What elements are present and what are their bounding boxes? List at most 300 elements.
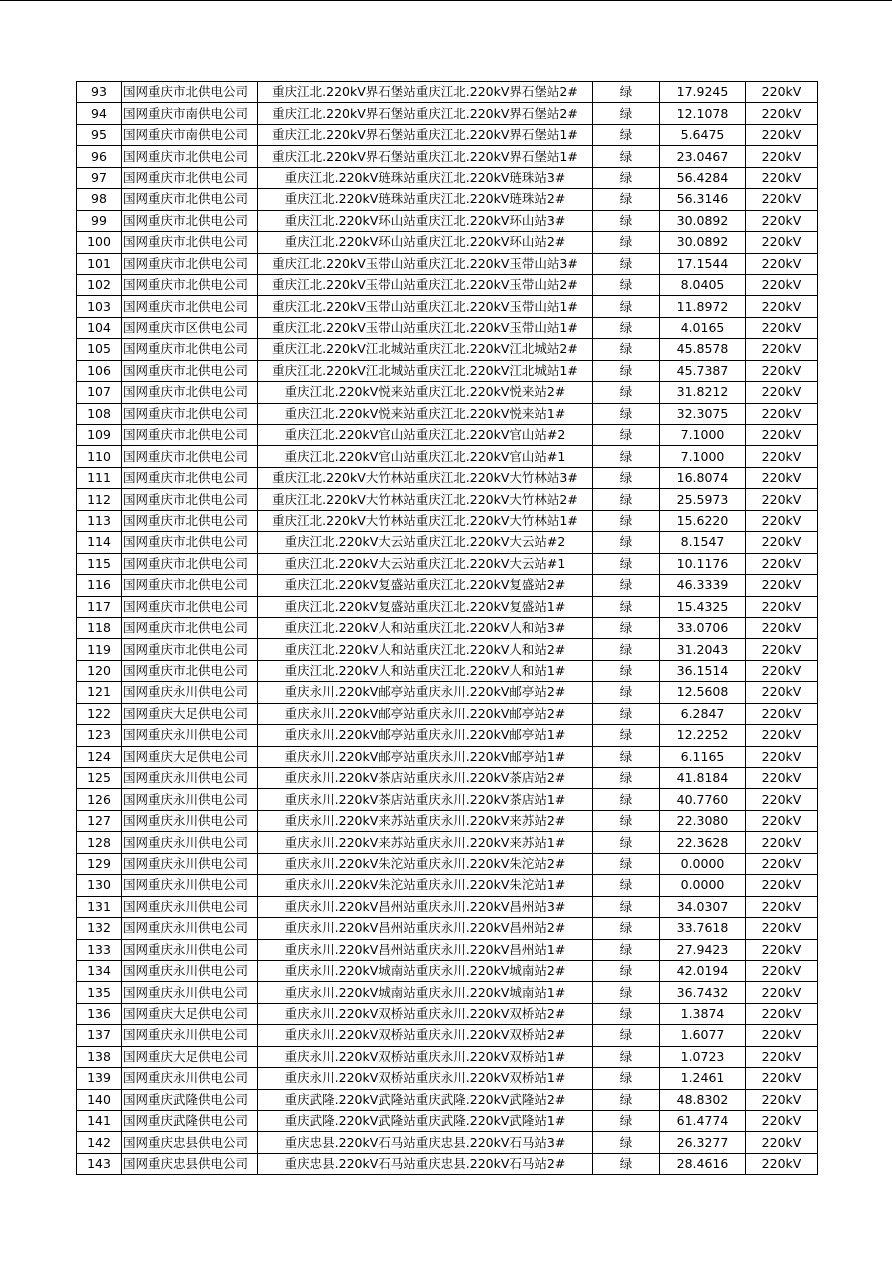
voltage-cell: 220kV: [746, 1003, 818, 1024]
voltage-cell: 220kV: [746, 896, 818, 917]
row-number: 98: [77, 189, 122, 210]
station-name-cell: 重庆永川.220kV茶店站重庆永川.220kV茶店站1#: [258, 789, 593, 810]
station-name-cell: 重庆江北.220kV江北城站重庆江北.220kV江北城站2#: [258, 339, 593, 360]
table-row: [77, 317, 818, 338]
row-number: 143: [77, 1153, 122, 1174]
status-color-cell: 绿: [593, 1068, 660, 1089]
table-row: [77, 467, 818, 488]
company-cell: 国网重庆武隆供电公司: [122, 1089, 258, 1110]
row-number: 113: [77, 510, 122, 531]
row-number: 126: [77, 789, 122, 810]
value-cell: 8.0405: [660, 274, 746, 295]
station-name-cell: 重庆江北.220kV江北城站重庆江北.220kV江北城站1#: [258, 360, 593, 381]
table-row: [77, 210, 818, 231]
voltage-cell: 220kV: [746, 425, 818, 446]
table-row: [77, 446, 818, 467]
status-color-cell: 绿: [593, 124, 660, 145]
voltage-cell: 220kV: [746, 467, 818, 488]
value-cell: 22.3080: [660, 810, 746, 831]
row-number: 101: [77, 253, 122, 274]
table-row: [77, 1089, 818, 1110]
value-cell: 45.7387: [660, 360, 746, 381]
table-row: [77, 875, 818, 896]
station-name-cell: 重庆江北.220kV玉带山站重庆江北.220kV玉带山站1#: [258, 317, 593, 338]
company-cell: 国网重庆市北供电公司: [122, 274, 258, 295]
value-cell: 36.1514: [660, 660, 746, 681]
company-cell: 国网重庆市北供电公司: [122, 617, 258, 638]
row-number: 108: [77, 403, 122, 424]
value-cell: 6.2847: [660, 703, 746, 724]
company-cell: 国网重庆大足供电公司: [122, 746, 258, 767]
voltage-cell: 220kV: [746, 875, 818, 896]
row-number: 93: [77, 82, 122, 103]
value-cell: 1.6077: [660, 1025, 746, 1046]
status-color-cell: 绿: [593, 446, 660, 467]
status-color-cell: 绿: [593, 532, 660, 553]
company-cell: 国网重庆市北供电公司: [122, 467, 258, 488]
value-cell: 17.9245: [660, 82, 746, 103]
company-cell: 国网重庆永川供电公司: [122, 918, 258, 939]
station-name-cell: 重庆江北.220kV大竹林站重庆江北.220kV大竹林站3#: [258, 467, 593, 488]
table-row: [77, 896, 818, 917]
table-row: [77, 124, 818, 145]
status-color-cell: 绿: [593, 1089, 660, 1110]
voltage-cell: 220kV: [746, 725, 818, 746]
company-cell: 国网重庆永川供电公司: [122, 960, 258, 981]
company-cell: 国网重庆市北供电公司: [122, 253, 258, 274]
value-cell: 15.4325: [660, 596, 746, 617]
voltage-cell: 220kV: [746, 682, 818, 703]
value-cell: 1.2461: [660, 1068, 746, 1089]
value-cell: 46.3339: [660, 575, 746, 596]
station-name-cell: 重庆忠县.220kV石马站重庆忠县.220kV石马站2#: [258, 1153, 593, 1174]
value-cell: 25.5973: [660, 489, 746, 510]
company-cell: 国网重庆市北供电公司: [122, 489, 258, 510]
table-row: [77, 810, 818, 831]
value-cell: 61.4774: [660, 1111, 746, 1132]
voltage-cell: 220kV: [746, 403, 818, 424]
table-row: [77, 553, 818, 574]
table-row: [77, 82, 818, 103]
station-name-cell: 重庆江北.220kV界石堡站重庆江北.220kV界石堡站1#: [258, 146, 593, 167]
status-color-cell: 绿: [593, 639, 660, 660]
value-cell: 22.3628: [660, 832, 746, 853]
row-number: 134: [77, 960, 122, 981]
status-color-cell: 绿: [593, 425, 660, 446]
station-name-cell: 重庆永川.220kV双桥站重庆永川.220kV双桥站2#: [258, 1025, 593, 1046]
status-color-cell: 绿: [593, 960, 660, 981]
voltage-cell: 220kV: [746, 617, 818, 638]
voltage-cell: 220kV: [746, 960, 818, 981]
status-color-cell: 绿: [593, 339, 660, 360]
station-name-cell: 重庆江北.220kV人和站重庆江北.220kV人和站2#: [258, 639, 593, 660]
status-color-cell: 绿: [593, 703, 660, 724]
voltage-cell: 220kV: [746, 918, 818, 939]
value-cell: 12.1078: [660, 103, 746, 124]
status-color-cell: 绿: [593, 360, 660, 381]
voltage-cell: 220kV: [746, 489, 818, 510]
value-cell: 1.3874: [660, 1003, 746, 1024]
station-name-cell: 重庆永川.220kV朱沱站重庆永川.220kV朱沱站2#: [258, 853, 593, 874]
table-row: [77, 703, 818, 724]
status-color-cell: 绿: [593, 553, 660, 574]
status-color-cell: 绿: [593, 853, 660, 874]
table-row: [77, 489, 818, 510]
value-cell: 33.7618: [660, 918, 746, 939]
row-number: 127: [77, 810, 122, 831]
status-color-cell: 绿: [593, 82, 660, 103]
value-cell: 40.7760: [660, 789, 746, 810]
row-number: 129: [77, 853, 122, 874]
status-color-cell: 绿: [593, 810, 660, 831]
table-row: [77, 596, 818, 617]
voltage-cell: 220kV: [746, 103, 818, 124]
company-cell: 国网重庆永川供电公司: [122, 810, 258, 831]
table-row: [77, 425, 818, 446]
company-cell: 国网重庆市北供电公司: [122, 596, 258, 617]
row-number: 133: [77, 939, 122, 960]
company-cell: 国网重庆市北供电公司: [122, 339, 258, 360]
voltage-cell: 220kV: [746, 532, 818, 553]
table-row: [77, 682, 818, 703]
status-color-cell: 绿: [593, 232, 660, 253]
table-row: [77, 189, 818, 210]
station-name-cell: 重庆永川.220kV昌州站重庆永川.220kV昌州站1#: [258, 939, 593, 960]
company-cell: 国网重庆武隆供电公司: [122, 1111, 258, 1132]
table-row: [77, 1111, 818, 1132]
value-cell: 27.9423: [660, 939, 746, 960]
row-number: 135: [77, 982, 122, 1003]
value-cell: 56.4284: [660, 167, 746, 188]
company-cell: 国网重庆永川供电公司: [122, 789, 258, 810]
row-number: 103: [77, 296, 122, 317]
table-row: [77, 296, 818, 317]
status-color-cell: 绿: [593, 789, 660, 810]
table-body: [77, 82, 818, 1175]
voltage-cell: 220kV: [746, 810, 818, 831]
status-color-cell: 绿: [593, 575, 660, 596]
row-number: 130: [77, 875, 122, 896]
voltage-cell: 220kV: [746, 596, 818, 617]
status-color-cell: 绿: [593, 403, 660, 424]
company-cell: 国网重庆永川供电公司: [122, 1068, 258, 1089]
table-row: [77, 532, 818, 553]
company-cell: 国网重庆市北供电公司: [122, 660, 258, 681]
station-name-cell: 重庆永川.220kV昌州站重庆永川.220kV昌州站2#: [258, 918, 593, 939]
row-number: 110: [77, 446, 122, 467]
company-cell: 国网重庆市北供电公司: [122, 575, 258, 596]
row-number: 109: [77, 425, 122, 446]
row-number: 136: [77, 1003, 122, 1024]
status-color-cell: 绿: [593, 596, 660, 617]
row-number: 125: [77, 768, 122, 789]
station-name-cell: 重庆永川.220kV来苏站重庆永川.220kV来苏站2#: [258, 810, 593, 831]
voltage-cell: 220kV: [746, 939, 818, 960]
value-cell: 12.5608: [660, 682, 746, 703]
voltage-cell: 220kV: [746, 124, 818, 145]
value-cell: 17.1544: [660, 253, 746, 274]
value-cell: 7.1000: [660, 425, 746, 446]
station-name-cell: 重庆江北.220kV琏珠站重庆江北.220kV琏珠站2#: [258, 189, 593, 210]
table-row: [77, 939, 818, 960]
company-cell: 国网重庆市北供电公司: [122, 639, 258, 660]
table-row: [77, 253, 818, 274]
company-cell: 国网重庆忠县供电公司: [122, 1153, 258, 1174]
voltage-cell: 220kV: [746, 274, 818, 295]
table-row: [77, 960, 818, 981]
station-name-cell: 重庆永川.220kV双桥站重庆永川.220kV双桥站1#: [258, 1046, 593, 1067]
company-cell: 国网重庆市北供电公司: [122, 167, 258, 188]
table-row: [77, 1132, 818, 1153]
row-number: 116: [77, 575, 122, 596]
table-row: [77, 746, 818, 767]
row-number: 131: [77, 896, 122, 917]
voltage-cell: 220kV: [746, 1089, 818, 1110]
table-row: [77, 1003, 818, 1024]
company-cell: 国网重庆市北供电公司: [122, 146, 258, 167]
table-row: [77, 382, 818, 403]
station-name-cell: 重庆永川.220kV邮亭站重庆永川.220kV邮亭站2#: [258, 703, 593, 724]
station-name-cell: 重庆江北.220kV悦来站重庆江北.220kV悦来站1#: [258, 403, 593, 424]
station-name-cell: 重庆武隆.220kV武隆站重庆武隆.220kV武隆站2#: [258, 1089, 593, 1110]
table-row: [77, 1153, 818, 1174]
table-row: [77, 339, 818, 360]
station-name-cell: 重庆江北.220kV大云站重庆江北.220kV大云站#2: [258, 532, 593, 553]
voltage-cell: 220kV: [746, 789, 818, 810]
row-number: 128: [77, 832, 122, 853]
company-cell: 国网重庆永川供电公司: [122, 939, 258, 960]
value-cell: 42.0194: [660, 960, 746, 981]
status-color-cell: 绿: [593, 746, 660, 767]
company-cell: 国网重庆永川供电公司: [122, 1025, 258, 1046]
voltage-cell: 220kV: [746, 575, 818, 596]
table-row: [77, 639, 818, 660]
value-cell: 1.0723: [660, 1046, 746, 1067]
row-number: 111: [77, 467, 122, 488]
table-row: [77, 403, 818, 424]
table-row: [77, 360, 818, 381]
voltage-cell: 220kV: [746, 703, 818, 724]
company-cell: 国网重庆大足供电公司: [122, 703, 258, 724]
table-row: [77, 146, 818, 167]
company-cell: 国网重庆永川供电公司: [122, 768, 258, 789]
value-cell: 15.6220: [660, 510, 746, 531]
row-number: 97: [77, 167, 122, 188]
table-row: [77, 575, 818, 596]
row-number: 114: [77, 532, 122, 553]
row-number: 142: [77, 1132, 122, 1153]
voltage-cell: 220kV: [746, 189, 818, 210]
table-row: [77, 918, 818, 939]
row-number: 106: [77, 360, 122, 381]
station-name-cell: 重庆永川.220kV昌州站重庆永川.220kV昌州站3#: [258, 896, 593, 917]
status-color-cell: 绿: [593, 875, 660, 896]
station-name-cell: 重庆江北.220kV人和站重庆江北.220kV人和站1#: [258, 660, 593, 681]
voltage-cell: 220kV: [746, 1132, 818, 1153]
status-color-cell: 绿: [593, 660, 660, 681]
station-name-cell: 重庆永川.220kV邮亭站重庆永川.220kV邮亭站1#: [258, 746, 593, 767]
status-color-cell: 绿: [593, 617, 660, 638]
voltage-cell: 220kV: [746, 832, 818, 853]
status-color-cell: 绿: [593, 274, 660, 295]
status-color-cell: 绿: [593, 382, 660, 403]
status-color-cell: 绿: [593, 189, 660, 210]
status-color-cell: 绿: [593, 918, 660, 939]
row-number: 137: [77, 1025, 122, 1046]
row-number: 102: [77, 274, 122, 295]
company-cell: 国网重庆忠县供电公司: [122, 1132, 258, 1153]
company-cell: 国网重庆市北供电公司: [122, 425, 258, 446]
row-number: 107: [77, 382, 122, 403]
status-color-cell: 绿: [593, 982, 660, 1003]
row-number: 99: [77, 210, 122, 231]
voltage-cell: 220kV: [746, 296, 818, 317]
voltage-cell: 220kV: [746, 768, 818, 789]
station-name-cell: 重庆江北.220kV玉带山站重庆江北.220kV玉带山站3#: [258, 253, 593, 274]
voltage-cell: 220kV: [746, 553, 818, 574]
value-cell: 30.0892: [660, 232, 746, 253]
company-cell: 国网重庆市北供电公司: [122, 382, 258, 403]
status-color-cell: 绿: [593, 146, 660, 167]
value-cell: 32.3075: [660, 403, 746, 424]
company-cell: 国网重庆市北供电公司: [122, 510, 258, 531]
company-cell: 国网重庆市北供电公司: [122, 82, 258, 103]
station-name-cell: 重庆忠县.220kV石马站重庆忠县.220kV石马站3#: [258, 1132, 593, 1153]
status-color-cell: 绿: [593, 1003, 660, 1024]
company-cell: 国网重庆市北供电公司: [122, 532, 258, 553]
voltage-cell: 220kV: [746, 1068, 818, 1089]
status-color-cell: 绿: [593, 896, 660, 917]
voltage-cell: 220kV: [746, 253, 818, 274]
station-name-cell: 重庆江北.220kV大云站重庆江北.220kV大云站#1: [258, 553, 593, 574]
row-number: 96: [77, 146, 122, 167]
company-cell: 国网重庆永川供电公司: [122, 682, 258, 703]
status-color-cell: 绿: [593, 1153, 660, 1174]
voltage-cell: 220kV: [746, 1153, 818, 1174]
station-name-cell: 重庆江北.220kV大竹林站重庆江北.220kV大竹林站1#: [258, 510, 593, 531]
voltage-cell: 220kV: [746, 982, 818, 1003]
company-cell: 国网重庆永川供电公司: [122, 875, 258, 896]
voltage-cell: 220kV: [746, 382, 818, 403]
value-cell: 7.1000: [660, 446, 746, 467]
value-cell: 5.6475: [660, 124, 746, 145]
station-name-cell: 重庆江北.220kV玉带山站重庆江北.220kV玉带山站1#: [258, 296, 593, 317]
voltage-cell: 220kV: [746, 446, 818, 467]
table-row: [77, 103, 818, 124]
voltage-cell: 220kV: [746, 317, 818, 338]
row-number: 100: [77, 232, 122, 253]
station-name-cell: 重庆永川.220kV邮亭站重庆永川.220kV邮亭站1#: [258, 725, 593, 746]
table-row: [77, 1068, 818, 1089]
table-row: [77, 274, 818, 295]
voltage-cell: 220kV: [746, 1025, 818, 1046]
station-name-cell: 重庆永川.220kV双桥站重庆永川.220kV双桥站1#: [258, 1068, 593, 1089]
data-table: [76, 81, 818, 1175]
table-row: [77, 768, 818, 789]
company-cell: 国网重庆市南供电公司: [122, 103, 258, 124]
value-cell: 12.2252: [660, 725, 746, 746]
station-name-cell: 重庆永川.220kV朱沱站重庆永川.220kV朱沱站1#: [258, 875, 593, 896]
voltage-cell: 220kV: [746, 360, 818, 381]
voltage-cell: 220kV: [746, 232, 818, 253]
row-number: 139: [77, 1068, 122, 1089]
company-cell: 国网重庆永川供电公司: [122, 982, 258, 1003]
value-cell: 0.0000: [660, 875, 746, 896]
company-cell: 国网重庆市北供电公司: [122, 210, 258, 231]
row-number: 104: [77, 317, 122, 338]
station-name-cell: 重庆江北.220kV玉带山站重庆江北.220kV玉带山站2#: [258, 274, 593, 295]
value-cell: 31.8212: [660, 382, 746, 403]
status-color-cell: 绿: [593, 725, 660, 746]
status-color-cell: 绿: [593, 1132, 660, 1153]
company-cell: 国网重庆永川供电公司: [122, 896, 258, 917]
status-color-cell: 绿: [593, 832, 660, 853]
value-cell: 8.1547: [660, 532, 746, 553]
status-color-cell: 绿: [593, 210, 660, 231]
status-color-cell: 绿: [593, 103, 660, 124]
value-cell: 56.3146: [660, 189, 746, 210]
value-cell: 0.0000: [660, 853, 746, 874]
company-cell: 国网重庆市北供电公司: [122, 296, 258, 317]
voltage-cell: 220kV: [746, 210, 818, 231]
status-color-cell: 绿: [593, 768, 660, 789]
status-color-cell: 绿: [593, 1046, 660, 1067]
company-cell: 国网重庆市北供电公司: [122, 360, 258, 381]
row-number: 115: [77, 553, 122, 574]
table-row: [77, 167, 818, 188]
row-number: 140: [77, 1089, 122, 1110]
row-number: 132: [77, 918, 122, 939]
status-color-cell: 绿: [593, 317, 660, 338]
value-cell: 33.0706: [660, 617, 746, 638]
voltage-cell: 220kV: [746, 146, 818, 167]
row-number: 123: [77, 725, 122, 746]
station-name-cell: 重庆江北.220kV悦来站重庆江北.220kV悦来站2#: [258, 382, 593, 403]
value-cell: 16.8074: [660, 467, 746, 488]
voltage-cell: 220kV: [746, 339, 818, 360]
station-name-cell: 重庆武隆.220kV武隆站重庆武隆.220kV武隆站1#: [258, 1111, 593, 1132]
company-cell: 国网重庆永川供电公司: [122, 725, 258, 746]
value-cell: 28.4616: [660, 1153, 746, 1174]
status-color-cell: 绿: [593, 467, 660, 488]
table-row: [77, 617, 818, 638]
row-number: 122: [77, 703, 122, 724]
value-cell: 45.8578: [660, 339, 746, 360]
company-cell: 国网重庆大足供电公司: [122, 1046, 258, 1067]
value-cell: 11.8972: [660, 296, 746, 317]
voltage-cell: 220kV: [746, 167, 818, 188]
company-cell: 国网重庆市北供电公司: [122, 446, 258, 467]
station-name-cell: 重庆永川.220kV城南站重庆永川.220kV城南站2#: [258, 960, 593, 981]
status-color-cell: 绿: [593, 510, 660, 531]
table-row: [77, 725, 818, 746]
station-name-cell: 重庆永川.220kV茶店站重庆永川.220kV茶店站2#: [258, 768, 593, 789]
table-row: [77, 1046, 818, 1067]
station-name-cell: 重庆江北.220kV官山站重庆江北.220kV官山站#2: [258, 425, 593, 446]
row-number: 105: [77, 339, 122, 360]
voltage-cell: 220kV: [746, 510, 818, 531]
station-name-cell: 重庆江北.220kV琏珠站重庆江北.220kV琏珠站3#: [258, 167, 593, 188]
status-color-cell: 绿: [593, 296, 660, 317]
row-number: 124: [77, 746, 122, 767]
value-cell: 41.8184: [660, 768, 746, 789]
value-cell: 34.0307: [660, 896, 746, 917]
row-number: 94: [77, 103, 122, 124]
station-name-cell: 重庆江北.220kV复盛站重庆江北.220kV复盛站2#: [258, 575, 593, 596]
table-row: [77, 510, 818, 531]
status-color-cell: 绿: [593, 253, 660, 274]
voltage-cell: 220kV: [746, 639, 818, 660]
